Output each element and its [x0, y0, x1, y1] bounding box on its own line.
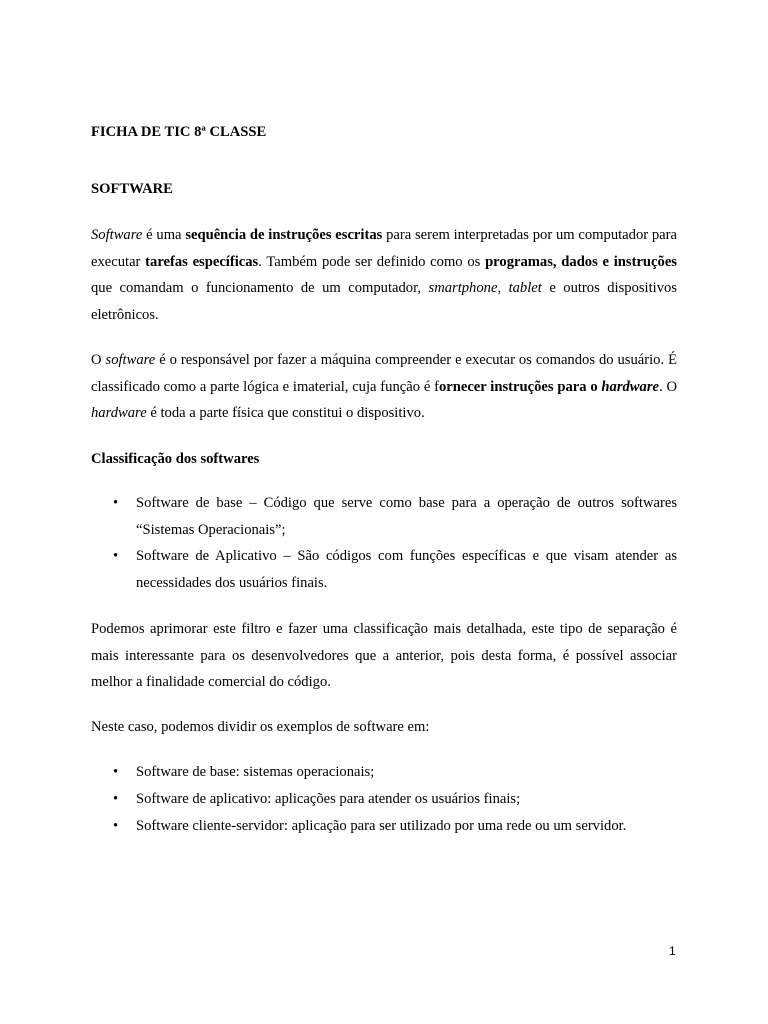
paragraph-filter: Podemos aprimorar este filtro e fazer uma classificação mais detalhada, este tipo de separação é mais interessante para os desenvolvedores que a anterior, pois desta forma, é possível associar melhor a finalidade comercial do código.: [91, 621, 677, 690]
text-run: para serem interpretadas por um computador para executar: [91, 227, 677, 270]
paragraph-definition: [91, 222, 677, 328]
list-item-text: Software de base: sistemas operacionais;: [136, 764, 375, 780]
list-item: [91, 759, 677, 786]
text-run: é uma: [142, 227, 186, 243]
paragraph-role: [91, 347, 677, 427]
text-italic: tablet: [508, 280, 542, 296]
list-item-text: Software de base – Código que serve como base para a operação de outros softwares “Sistemas Operacionais”;: [136, 495, 677, 538]
text-italic: software: [105, 352, 156, 368]
list-item-text: Software de aplicativo: aplicações para atender os usuários finais;: [136, 791, 521, 807]
list-item: [91, 813, 677, 840]
section-title: SOFTWARE: [91, 181, 173, 197]
text-bold: tarefas específicas: [145, 253, 259, 270]
text-run: é toda a parte física que constitui o dispositivo.: [146, 405, 425, 421]
list-item: [91, 490, 677, 543]
bullet-icon: •: [113, 495, 119, 511]
bullet-icon: •: [113, 764, 119, 780]
text-bold: programas, dados e instruções: [485, 253, 677, 270]
text-italic: smartphone: [428, 280, 498, 296]
list-item-text: Software de Aplicativo – São códigos com funções específicas e que visam atender as necessidades dos usuários finais.: [136, 548, 677, 591]
document-page: [91, 0, 677, 1024]
classification-title: Classificação dos softwares: [91, 451, 260, 467]
text-run: que comandam o funcionamento de um computador,: [91, 280, 429, 296]
text-run: . O: [659, 378, 677, 395]
examples-list: [91, 759, 677, 840]
text-run: O: [91, 352, 106, 368]
text-italic: Software: [91, 227, 143, 243]
bullet-icon: •: [113, 548, 119, 564]
page-number: 1: [669, 944, 676, 958]
document-header: FICHA DE TIC 8ª CLASSE: [91, 124, 267, 140]
text-italic: hardware: [91, 405, 147, 421]
text-bold: sequência de instruções escritas: [185, 227, 383, 243]
list-item: [91, 786, 677, 813]
list-item-text: Software cliente-servidor: aplicação para ser utilizado por uma rede ou um servidor.: [136, 818, 627, 834]
text-run: ,: [497, 280, 509, 296]
bullet-icon: •: [113, 791, 119, 807]
text-run: . Também pode ser definido como os: [258, 253, 486, 270]
paragraph-examples-intro: Neste caso, podemos dividir os exemplos de software em:: [91, 719, 430, 735]
text-run: e outros dispositivos eletrônicos.: [91, 280, 677, 323]
classification-list: [91, 490, 677, 596]
text-bold: ornecer instruções para o: [438, 378, 602, 395]
bullet-icon: •: [113, 818, 119, 834]
text-bold-italic: hardware: [601, 378, 659, 395]
list-item: [91, 543, 677, 596]
text-run: é o responsável por fazer a máquina compreender e executar os comandos do usuário. É classificado como a parte lógica e imaterial, cuja função é f: [91, 352, 677, 395]
